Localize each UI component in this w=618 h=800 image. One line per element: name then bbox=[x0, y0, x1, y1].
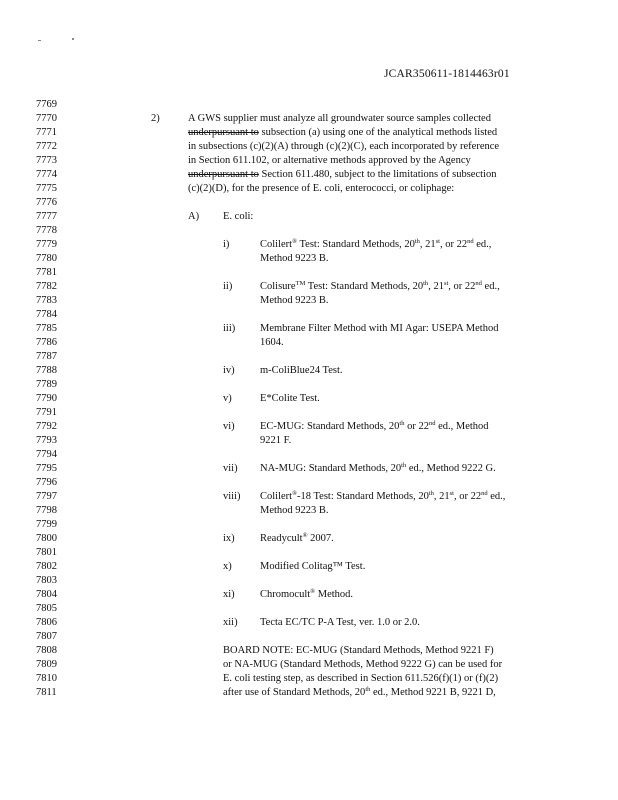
paragraph-line: (c)(2)(D), for the presence of E. coli, enterococci, or coliphage: bbox=[188, 183, 455, 194]
line-number: 7788 bbox=[36, 365, 57, 376]
paragraph-line: underpursuant to subsection (a) using one of the analytical methods listed bbox=[188, 127, 498, 138]
line-number: 7796 bbox=[36, 477, 57, 488]
method-text: Readycult® 2007. bbox=[260, 532, 334, 544]
paragraph-line: in subsections (c)(2)(A) through (c)(2)(C), each incorporated by reference bbox=[188, 141, 500, 152]
line-number: 7773 bbox=[36, 155, 57, 166]
line-number: 7781 bbox=[36, 267, 57, 278]
method-text: Method 9223 B. bbox=[260, 295, 329, 306]
line-number: 7802 bbox=[36, 561, 57, 572]
method-marker: v) bbox=[223, 393, 232, 404]
method-marker: ix) bbox=[223, 533, 235, 544]
method-text: Tecta EC/TC P-A Test, ver. 1.0 or 2.0. bbox=[260, 617, 420, 628]
line-number: 7799 bbox=[36, 519, 57, 530]
method-marker: iii) bbox=[223, 323, 236, 334]
line-number: 7790 bbox=[36, 393, 57, 404]
subsection-title: E. coli: bbox=[223, 211, 254, 222]
line-number: 7772 bbox=[36, 141, 57, 152]
line-number: 7779 bbox=[36, 239, 57, 250]
line-number: 7782 bbox=[36, 281, 57, 292]
method-text: m-ColiBlue24 Test. bbox=[260, 365, 343, 376]
line-number: 7778 bbox=[36, 225, 57, 236]
board-note-line: or NA-MUG (Standard Methods, Method 9222 G) can be used for bbox=[223, 659, 503, 670]
method-text: Membrane Filter Method with MI Agar: USEPA Method bbox=[260, 323, 499, 334]
board-note-line: BOARD NOTE: EC-MUG (Standard Methods, Method 9221 F) bbox=[223, 645, 494, 656]
method-marker: vi) bbox=[223, 421, 235, 432]
line-number: 7811 bbox=[36, 687, 57, 698]
line-number: 7792 bbox=[36, 421, 57, 432]
method-marker: ii) bbox=[223, 281, 233, 292]
method-text: Method 9223 B. bbox=[260, 253, 329, 264]
method-text: EC-MUG: Standard Methods, 20th or 22nd ed., Method bbox=[260, 420, 489, 432]
line-number: 7785 bbox=[36, 323, 57, 334]
method-marker: x) bbox=[223, 561, 232, 572]
method-text: Colilert®-18 Test: Standard Methods, 20th, 21st, or 22nd ed., bbox=[260, 490, 506, 502]
method-marker: i) bbox=[223, 239, 230, 250]
line-number: 7777 bbox=[36, 211, 57, 222]
line-number: 7805 bbox=[36, 603, 57, 614]
deleted-text: underpursuant to bbox=[188, 127, 259, 138]
line-number: 7776 bbox=[36, 197, 57, 208]
method-marker: xi) bbox=[223, 589, 235, 600]
method-text: 1604. bbox=[260, 337, 284, 348]
line-number: 7801 bbox=[36, 547, 57, 558]
line-number: 7795 bbox=[36, 463, 57, 474]
method-text: E*Colite Test. bbox=[260, 393, 320, 404]
paragraph-marker: 2) bbox=[151, 113, 160, 124]
paragraph-line: A GWS supplier must analyze all groundwater source samples collected bbox=[188, 113, 491, 124]
deleted-text: underpursuant to bbox=[188, 169, 259, 180]
method-marker: viii) bbox=[223, 491, 241, 502]
scan-speck bbox=[38, 40, 41, 41]
scan-speck bbox=[72, 38, 74, 40]
board-note-line: after use of Standard Methods, 20th ed., Method 9221 B, 9221 D, bbox=[223, 686, 496, 698]
line-number: 7806 bbox=[36, 617, 57, 628]
line-number: 7769 bbox=[36, 99, 57, 110]
subsection-marker: A) bbox=[188, 211, 200, 222]
paragraph-line: in Section 611.102, or alternative methods approved by the Agency bbox=[188, 155, 471, 166]
method-marker: vii) bbox=[223, 463, 238, 474]
document-id: JCAR350611-1814463r01 bbox=[384, 68, 510, 80]
line-number: 7798 bbox=[36, 505, 57, 516]
method-text: Modified Colitag™ Test. bbox=[260, 561, 366, 572]
method-marker: xii) bbox=[223, 617, 238, 628]
method-text: Method 9223 B. bbox=[260, 505, 329, 516]
line-number: 7775 bbox=[36, 183, 57, 194]
method-text: Colilert® Test: Standard Methods, 20th, 21st, or 22nd ed., bbox=[260, 238, 492, 250]
line-number: 7780 bbox=[36, 253, 57, 264]
board-note-line: E. coli testing step, as described in Section 611.526(f)(1) or (f)(2) bbox=[223, 673, 499, 684]
paragraph-line: underpursuant to Section 611.480, subject to the limitations of subsection bbox=[188, 169, 497, 180]
line-number: 7787 bbox=[36, 351, 57, 362]
line-number: 7791 bbox=[36, 407, 57, 418]
method-text: Chromocult® Method. bbox=[260, 588, 354, 600]
line-number: 7770 bbox=[36, 113, 57, 124]
line-number: 7807 bbox=[36, 631, 57, 642]
line-number: 7800 bbox=[36, 533, 57, 544]
line-number: 7771 bbox=[36, 127, 57, 138]
line-number: 7783 bbox=[36, 295, 57, 306]
line-number: 7797 bbox=[36, 491, 57, 502]
line-number: 7804 bbox=[36, 589, 57, 600]
line-number: 7803 bbox=[36, 575, 57, 586]
method-marker: iv) bbox=[223, 365, 235, 376]
line-number: 7789 bbox=[36, 379, 57, 390]
line-number: 7793 bbox=[36, 435, 57, 446]
line-number: 7784 bbox=[36, 309, 57, 320]
line-number: 7774 bbox=[36, 169, 57, 180]
method-text: NA-MUG: Standard Methods, 20th ed., Method 9222 G. bbox=[260, 462, 496, 474]
line-number: 7786 bbox=[36, 337, 57, 348]
method-text: Colisure™ Test: Standard Methods, 20th, 21st, or 22nd ed., bbox=[260, 280, 500, 292]
line-number: 7810 bbox=[36, 673, 57, 684]
line-number: 7809 bbox=[36, 659, 57, 670]
method-text: 9221 F. bbox=[260, 435, 292, 446]
line-number: 7808 bbox=[36, 645, 57, 656]
line-number: 7794 bbox=[36, 449, 57, 460]
